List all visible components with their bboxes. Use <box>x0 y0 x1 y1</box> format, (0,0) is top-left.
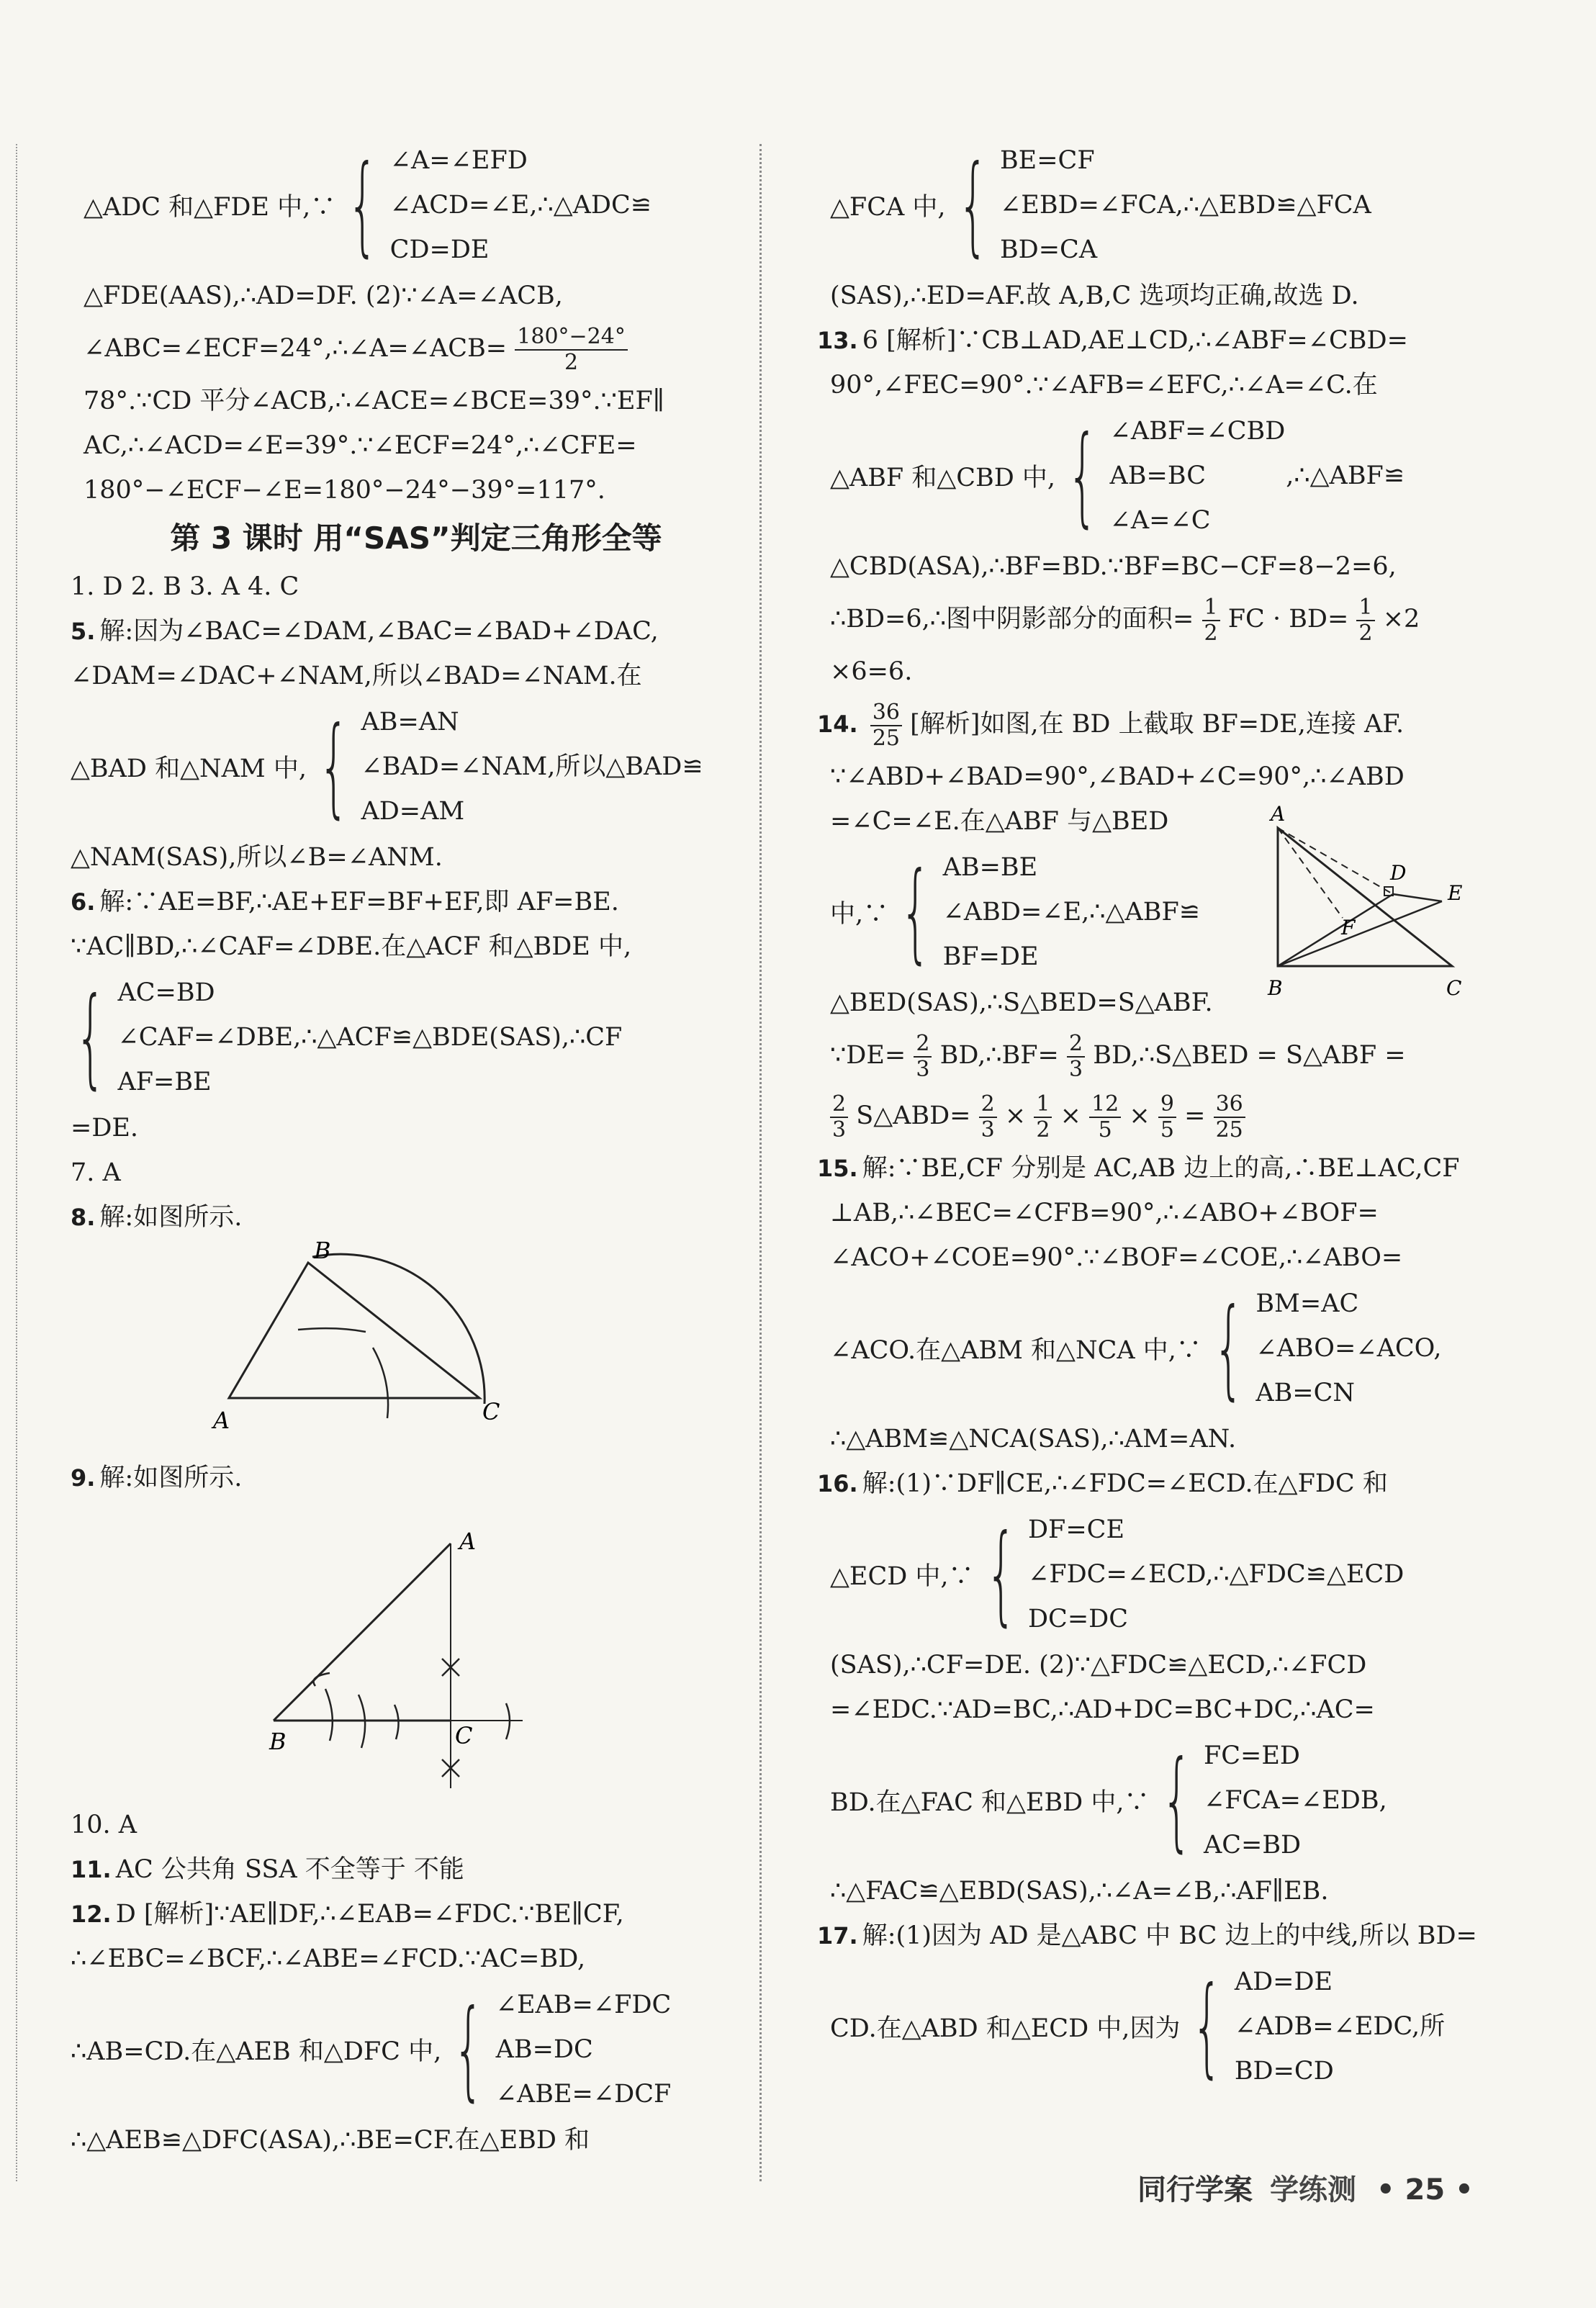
left-brace-icon: { <box>1213 1286 1245 1411</box>
text-segment: = <box>1184 1101 1206 1130</box>
point-label: B <box>1268 976 1283 1000</box>
brace-line: AC=BD <box>117 978 215 1007</box>
text-line: △NAM(SAS),所以∠B=∠ANM. <box>71 843 443 872</box>
brace-line: ∠ABE=∠DCF <box>495 2080 672 2109</box>
brace-line: ∠A=∠C <box>1109 506 1211 535</box>
text-segment: 中,∵ <box>830 900 889 929</box>
text-segment: ∵DE= <box>830 1041 906 1070</box>
fraction-denominator: 5 <box>1098 1117 1112 1142</box>
text-line: =DE. <box>71 1114 139 1142</box>
brace-condition <box>71 970 762 1104</box>
text-line: ∠ACO+∠COE=90°.∵∠BOF=∠COE,∴∠ABO= <box>830 1243 1403 1272</box>
point-label: B <box>314 1240 331 1264</box>
brace-line: ∠BAD=∠NAM,所以△BAD≌ <box>361 752 703 781</box>
brand-name: 同行学案 <box>1137 2173 1253 2206</box>
brace-line: AB=AN <box>361 708 459 736</box>
text-segment: S△ABD= <box>856 1101 971 1130</box>
answer-line <box>71 880 762 924</box>
fraction-numerator: 2 <box>1067 1032 1085 1058</box>
brace-line: ∠ADB=∠EDC,所 <box>1234 2012 1446 2041</box>
brand-subtitle: 学练测 <box>1270 2173 1356 2206</box>
brace-line: ∠EBD=∠FCA,∴△EBD≌△FCA <box>999 191 1371 220</box>
brace-line: AF=BE <box>117 1068 212 1096</box>
text-line: ∵AC∥BD,∴∠CAF=∠DBE.在△ACF 和△BDE 中, <box>71 932 632 961</box>
brace-condition <box>817 1281 1508 1415</box>
brace-line: FC=ED <box>1203 1741 1300 1770</box>
brace-line: BE=CF <box>999 146 1095 175</box>
question-number: 11. <box>71 1856 112 1883</box>
text-segment: BD.在△FAC 和△EBD 中,∵ <box>830 1788 1150 1817</box>
text-segment: 解:如图所示. <box>99 1464 243 1492</box>
brace-line: CD=DE <box>389 235 490 264</box>
fraction <box>1202 595 1220 646</box>
brace-line: AB=DC <box>495 2035 593 2064</box>
fraction <box>515 325 628 375</box>
fraction-numerator: 36 <box>1214 1092 1245 1118</box>
answer-line <box>71 1195 762 1240</box>
brace-line: BF=DE <box>942 942 1039 971</box>
point-label: B <box>269 1728 287 1755</box>
brace-line: ∠A=∠EFD <box>389 146 528 175</box>
answer-line <box>817 694 1508 754</box>
text-line: ∠DAM=∠DAC+∠NAM,所以∠BAD=∠NAM.在 <box>71 662 642 690</box>
answer-line <box>71 1892 762 1937</box>
construction-figure-q9 <box>71 1500 762 1803</box>
text-line: △FDE(AAS),∴AD=DF. (2)∵∠A=∠ACB, <box>84 281 563 310</box>
point-label: F <box>1341 916 1356 939</box>
left-brace-icon: { <box>347 143 379 268</box>
fraction-numerator: 36 <box>870 700 902 726</box>
page-footer <box>1137 2167 1474 2208</box>
text-line: ∴△AEB≌△DFC(ASA),∴BE=CF.在△EBD 和 <box>71 2126 590 2155</box>
text-segment: 解:(1)因为 AD 是△ABC 中 BC 边上的中线,所以 BD= <box>862 1921 1477 1950</box>
brace-line: BM=AC <box>1255 1289 1359 1318</box>
answer-line <box>71 1847 762 1892</box>
brace-line: ∠ACD=∠E,∴△ADC≌ <box>389 191 652 220</box>
brace-line: AB=BC ,∴△ABF≌ <box>1109 461 1405 490</box>
brace-line: BD=CD <box>1234 2057 1334 2086</box>
fraction <box>1158 1092 1176 1142</box>
text-segment: × <box>1004 1101 1027 1130</box>
question-number: 12. <box>71 1901 112 1928</box>
question-number: 5. <box>71 618 96 645</box>
text-segment: CD.在△ABD 和△ECD 中,因为 <box>830 2014 1181 2043</box>
page-number: • 25 • <box>1376 2173 1474 2206</box>
brace-line: ∠CAF=∠DBE,∴△ACF≌△BDE(SAS),∴CF <box>117 1023 623 1052</box>
brace-condition <box>71 1983 762 2117</box>
fraction <box>914 1032 932 1082</box>
fraction <box>830 1092 848 1142</box>
text-line <box>71 318 762 379</box>
fraction-numerator: 1 <box>1034 1092 1052 1118</box>
answer-line <box>71 609 762 654</box>
brace-line: ∠FDC=∠ECD,∴△FDC≌△ECD <box>1028 1560 1405 1589</box>
fraction-numerator: 2 <box>830 1092 848 1118</box>
fraction-numerator: 2 <box>914 1032 932 1058</box>
text-line <box>817 1025 1508 1086</box>
brace-line: AB=BE <box>942 853 1038 882</box>
fraction-numerator: 1 <box>1356 595 1374 621</box>
fraction <box>979 1092 997 1142</box>
point-label: A <box>213 1407 230 1434</box>
text-line: ⊥AB,∴∠BEC=∠CFB=90°,∴∠ABO+∠BOF= <box>830 1199 1379 1227</box>
brace-condition <box>817 409 1508 543</box>
text-segment: 解:∵AE=BF,∴AE+EF=BF+EF,即 AF=BE. <box>99 888 619 916</box>
left-brace-icon: { <box>957 143 988 268</box>
text-segment: ×2 <box>1382 605 1420 634</box>
point-label: C <box>1446 976 1462 1000</box>
section-title: 第 3 课时 用“SAS”判定三角形全等 <box>170 520 662 556</box>
question-number: 6. <box>71 888 96 916</box>
fraction-denominator: 2 <box>1036 1117 1050 1142</box>
answer-line <box>817 1146 1508 1191</box>
text-line: =∠C=∠E.在△ABF 与△BED <box>830 807 1169 836</box>
brace-line: ∠FCA=∠EDB, <box>1203 1786 1387 1815</box>
answer-line <box>817 318 1508 363</box>
text-segment: 解:如图所示. <box>99 1203 243 1232</box>
answer-line: 10. A <box>71 1811 137 1839</box>
brace-condition <box>71 700 762 834</box>
left-brace-icon: { <box>75 975 107 1100</box>
answer-line <box>71 1456 762 1500</box>
brace-condition <box>71 138 762 272</box>
text-line: ∴△FAC≌△EBD(SAS),∴∠A=∠B,∴AF∥EB. <box>830 1877 1329 1906</box>
fraction-numerator: 1 <box>1202 595 1220 621</box>
brace-condition <box>817 1507 1508 1641</box>
text-segment: BD,∴S△BED = S△ABF = <box>1093 1041 1406 1070</box>
brace-condition <box>817 1734 1508 1867</box>
brace-line: DC=DC <box>1028 1605 1129 1633</box>
left-margin-rule <box>16 144 17 2181</box>
question-number: 9. <box>71 1464 96 1492</box>
brace-line: ∠ABD=∠E,∴△ABF≌ <box>942 898 1201 927</box>
fraction-numerator: 2 <box>979 1092 997 1118</box>
fraction-denominator: 25 <box>872 725 901 751</box>
left-column <box>71 137 762 2163</box>
left-brace-icon: { <box>1191 1964 1223 2089</box>
fraction <box>1356 595 1374 646</box>
text-segment: ∴AB=CD.在△AEB 和△DFC 中, <box>71 2037 442 2066</box>
brace-line: DF=CE <box>1028 1515 1125 1544</box>
point-label: D <box>1390 861 1407 885</box>
text-line: 78°.∵CD 平分∠ACB,∴∠ACE=∠BCE=39°.∵EF∥ <box>84 387 664 415</box>
text-segment: ∴BD=6,∴图中阴影部分的面积= <box>830 605 1194 634</box>
text-segment: × <box>1129 1101 1150 1130</box>
brace-line: AC=BD <box>1203 1831 1302 1860</box>
question-number: 16. <box>817 1470 858 1497</box>
fraction-denominator: 5 <box>1160 1117 1174 1142</box>
brace-line: AD=DE <box>1234 1967 1333 1996</box>
text-segment: ∠ACO.在△ABM 和△NCA 中,∵ <box>830 1336 1201 1365</box>
answer-line <box>817 1461 1508 1506</box>
text-line: ∵∠ABD+∠BAD=90°,∠BAD+∠C=90°,∴∠ABD <box>830 762 1405 791</box>
text-line: 180°−∠ECF−∠E=180°−24°−39°=117°. <box>84 476 605 505</box>
question-number: 14. <box>817 711 858 738</box>
text-line: △CBD(ASA),∴BF=BD.∵BF=BC−CF=8−2=6, <box>830 552 1397 581</box>
brace-line: ∠ABO=∠ACO, <box>1255 1334 1442 1363</box>
answer-line <box>817 1913 1508 1958</box>
text-line: 90°,∠FEC=90°.∵∠AFB=∠EFC,∴∠A=∠C.在 <box>830 371 1378 400</box>
text-segment: 解:因为∠BAC=∠DAM,∠BAC=∠BAD+∠DAC, <box>99 617 659 646</box>
text-line: AC,∴∠ACD=∠E=39°.∵∠ECF=24°,∴∠CFE= <box>84 431 637 460</box>
text-segment: △BAD 和△NAM 中, <box>71 754 307 783</box>
text-line: ∴∠EBC=∠BCF,∴∠ABE=∠FCD.∵AC=BD, <box>71 1944 586 1973</box>
fraction-denominator: 2 <box>564 349 579 375</box>
text-line: ∴△ABM≌△NCA(SAS),∴AM=AN. <box>830 1425 1237 1453</box>
point-label: E <box>1448 881 1463 905</box>
left-brace-icon: { <box>453 1987 484 2112</box>
text-line: =∠EDC.∵AD=BC,∴AD+DC=BC+DC,∴AC= <box>830 1695 1375 1724</box>
answer-line: 1. D 2. B 3. A 4. C <box>71 572 299 601</box>
fraction-numerator: 12 <box>1089 1092 1121 1118</box>
fraction-denominator: 3 <box>832 1117 847 1142</box>
text-segment: △FCA 中, <box>830 193 946 222</box>
text-segment: AC 公共角 SSA 不全等于 不能 <box>115 1855 464 1884</box>
fraction-denominator: 2 <box>1358 620 1373 646</box>
text-segment: BD,∴BF= <box>939 1041 1059 1070</box>
question-number: 17. <box>817 1922 858 1949</box>
construction-figure-q8 <box>71 1240 762 1456</box>
question-number: 8. <box>71 1204 96 1231</box>
fraction <box>1067 1032 1085 1082</box>
text-line <box>817 589 1508 649</box>
figure-q9 <box>71 1500 762 1803</box>
question-number: 15. <box>817 1155 858 1182</box>
fraction-numerator: 9 <box>1158 1092 1176 1118</box>
text-line: ×6=6. <box>830 657 913 686</box>
text-segment: 解:∵BE,CF 分别是 AC,AB 边上的高,∴BE⊥AC,CF <box>862 1154 1460 1183</box>
point-label: C <box>455 1722 473 1749</box>
right-column <box>817 137 1508 2095</box>
left-brace-icon: { <box>1160 1738 1192 1863</box>
fraction-denominator: 3 <box>1069 1056 1083 1082</box>
brace-line: BD=CA <box>999 235 1098 264</box>
text-line: △BED(SAS),∴S△BED=S△ABF. <box>830 988 1213 1017</box>
left-brace-icon: { <box>318 704 350 829</box>
text-segment: FC · BD= <box>1227 605 1349 634</box>
left-brace-icon: { <box>900 849 932 975</box>
answer-line: 7. A <box>71 1158 121 1187</box>
fraction-denominator: 25 <box>1215 1117 1243 1142</box>
text-line <box>817 1086 1508 1146</box>
figure-q14 <box>1249 799 1465 1015</box>
fraction-denominator: 2 <box>1204 620 1218 646</box>
text-line: (SAS),∴CF=DE. (2)∵△FDC≌△ECD,∴∠FCD <box>830 1651 1367 1680</box>
text-segment: 6 [解析]∵CB⊥AD,AE⊥CD,∴∠ABF=∠CBD= <box>862 326 1408 355</box>
fraction-denominator: 3 <box>980 1117 995 1142</box>
fraction-numerator: 180°−24° <box>515 325 628 351</box>
fraction-denominator: 3 <box>916 1056 930 1082</box>
point-label: A <box>459 1528 477 1555</box>
text-segment: [解析]如图,在 BD 上截取 BF=DE,连接 AF. <box>910 710 1405 739</box>
brace-condition <box>817 1960 1508 2093</box>
text-line: (SAS),∴ED=AF.故 A,B,C 选项均正确,故选 D. <box>830 281 1359 310</box>
left-brace-icon: { <box>1067 413 1099 538</box>
brace-line: AB=CN <box>1255 1379 1356 1407</box>
brace-line: AD=AM <box>361 797 465 826</box>
point-label: A <box>1271 802 1286 826</box>
fraction <box>1034 1092 1052 1142</box>
question-number: 13. <box>817 327 858 354</box>
fraction <box>1089 1092 1121 1142</box>
text-segment: 解:(1)∵DF∥CE,∴∠FDC=∠ECD.在△FDC 和 <box>862 1469 1388 1498</box>
brace-line: ∠EAB=∠FDC <box>495 1991 672 2019</box>
text-segment: D [解析]∵AE∥DF,∴∠EAB=∠FDC.∵BE∥CF, <box>115 1900 624 1929</box>
fraction <box>1214 1092 1245 1142</box>
text-segment: △ECD 中,∵ <box>830 1562 974 1591</box>
left-brace-icon: { <box>985 1512 1016 1637</box>
brace-line: ∠ABF=∠CBD <box>1109 417 1286 446</box>
point-label: C <box>482 1398 500 1425</box>
text-segment: ∠ABC=∠ECF=24°,∴∠A=∠ACB= <box>84 334 508 363</box>
text-segment: × <box>1060 1101 1081 1130</box>
fraction <box>870 700 902 751</box>
figure-q8 <box>71 1240 762 1456</box>
text-line: △ADC 和△FDE 中,∵ <box>84 193 336 222</box>
text-segment: △ABF 和△CBD 中, <box>830 464 1056 492</box>
brace-condition <box>817 138 1508 272</box>
